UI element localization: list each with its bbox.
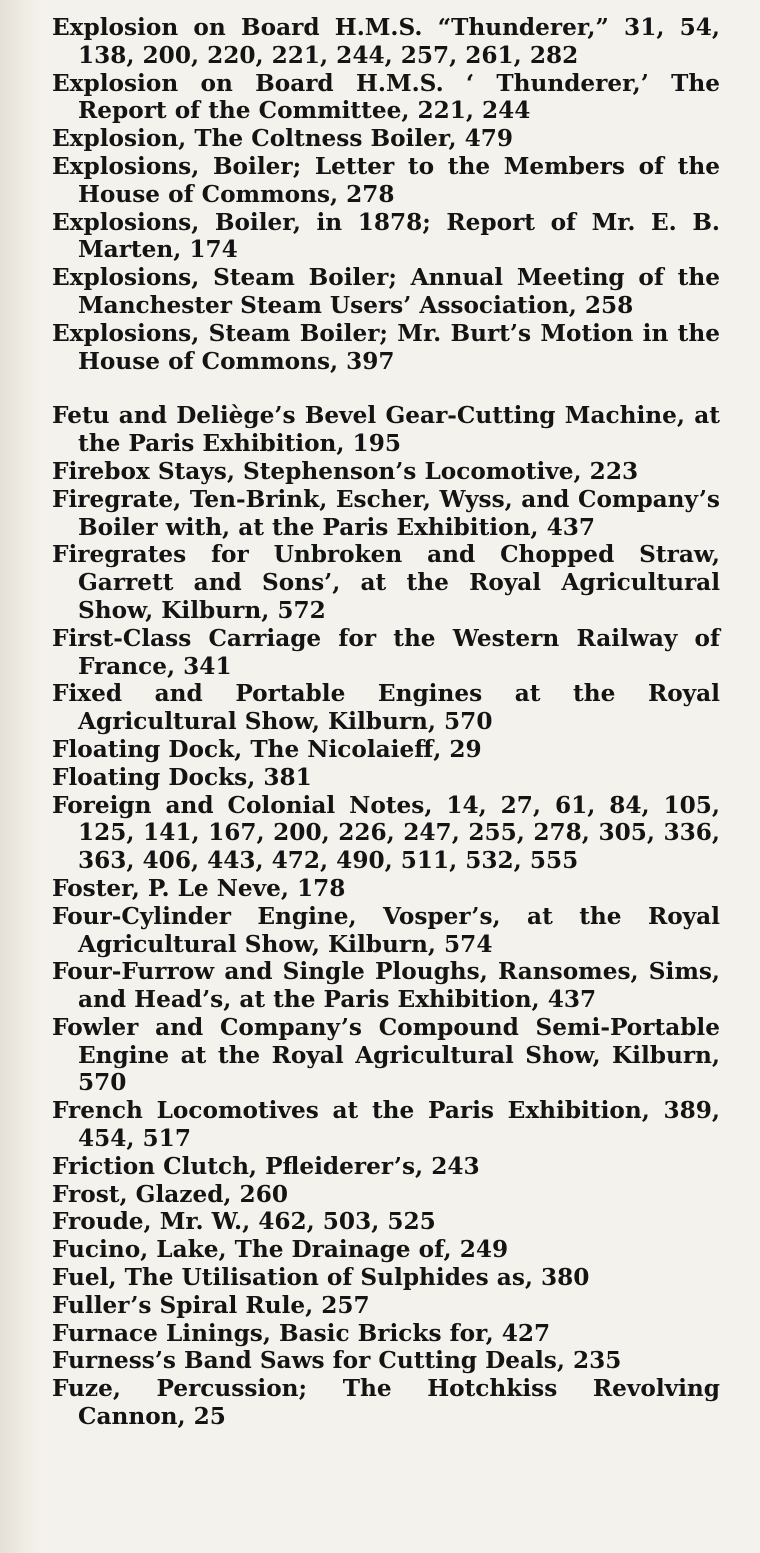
index-entry: Four-Furrow and Single Ploughs, Ransomes, Sims, and Head’s, at the Paris Exhibition, 437 — [52, 958, 720, 1014]
index-entry: Furness’s Band Saws for Cutting Deals, 235 — [52, 1347, 622, 1375]
index-entry: Four-Cylinder Engine, Vosper’s, at the Royal Agricultural Show, Kilburn, 574 — [52, 902, 720, 958]
index-entry: Firebox Stays, Stephenson’s Locomotive, 223 — [52, 457, 639, 485]
index-entry: Foster, P. Le Neve, 178 — [52, 874, 346, 902]
index-letter-section — [52, 402, 720, 1430]
index-entry: Floating Dock, The Nicolaieff, 29 — [52, 735, 482, 763]
index-entry: French Locomotives at the Paris Exhibition, 389, 454, 517 — [52, 1097, 720, 1153]
index-entry: Explosions, Boiler, in 1878; Report of Mr. E. B. Marten, 174 — [52, 208, 720, 264]
index-entry: Fucino, Lake, The Drainage of, 249 — [52, 1236, 509, 1264]
index-entry: Frost, Glazed, 260 — [52, 1180, 288, 1208]
index-column — [52, 14, 720, 1431]
index-letter-section — [52, 14, 720, 375]
index-entry: Furnace Linings, Basic Bricks for, 427 — [52, 1319, 551, 1347]
index-entry: Explosions, Steam Boiler; Mr. Burt’s Motion in the House of Commons, 397 — [52, 319, 720, 375]
index-entry: Fixed and Portable Engines at the Royal Agricultural Show, Kilburn, 570 — [52, 680, 720, 736]
index-entry: Fuller’s Spiral Rule, 257 — [52, 1291, 370, 1319]
index-entry: Fuze, Percussion; The Hotchkiss Revolving Cannon, 25 — [52, 1375, 720, 1431]
index-entry: Friction Clutch, Pfleiderer’s, 243 — [52, 1152, 480, 1180]
index-entry: Firegrate, Ten-Brink, Escher, Wyss, and Company’s Boiler with, at the Paris Exhibition, 437 — [52, 485, 720, 541]
index-entry: Fetu and Deliège’s Bevel Gear-Cutting Machine, at the Paris Exhibition, 195 — [52, 402, 720, 458]
index-entry: Fuel, The Utilisation of Sulphides as, 380 — [52, 1264, 590, 1292]
index-entry: Froude, Mr. W., 462, 503, 525 — [52, 1208, 436, 1236]
index-entry: Firegrates for Unbroken and Chopped Straw, Garrett and Sons’, at the Royal Agricultural Show, Kilburn, 572 — [52, 541, 720, 624]
index-entry: Foreign and Colonial Notes, 14, 27, 61, 84, 105, 125, 141, 167, 200, 226, 247, 255, 278, 305, 336, 363, 406, 443, 472, 490, 511, 532, 555 — [52, 791, 720, 875]
index-entry: Floating Docks, 381 — [52, 763, 312, 791]
index-entry: Explosion on Board H.M.S. ‘ Thunderer,’ The Report of the Committee, 221, 244 — [52, 69, 720, 125]
index-entry: Explosion, The Coltness Boiler, 479 — [52, 125, 513, 153]
index-entry: First-Class Carriage for the Western Railway of France, 341 — [52, 624, 720, 680]
index-entry: Explosions, Boiler; Letter to the Members of the House of Commons, 278 — [52, 152, 720, 208]
index-entry: Explosions, Steam Boiler; Annual Meeting of the Manchester Steam Users’ Association, 258 — [52, 264, 720, 319]
page-gutter-shadow — [0, 0, 42, 1553]
letter-section-gap — [52, 375, 720, 402]
index-entry: Explosion on Board H.M.S. “Thunderer,” 31, 54, 138, 200, 220, 221, 244, 257, 261, 282 — [52, 14, 720, 69]
index-entry: Fowler and Company’s Compound Semi-Portable Engine at the Royal Agricultural Show, Kilburn, 570 — [52, 1013, 720, 1097]
